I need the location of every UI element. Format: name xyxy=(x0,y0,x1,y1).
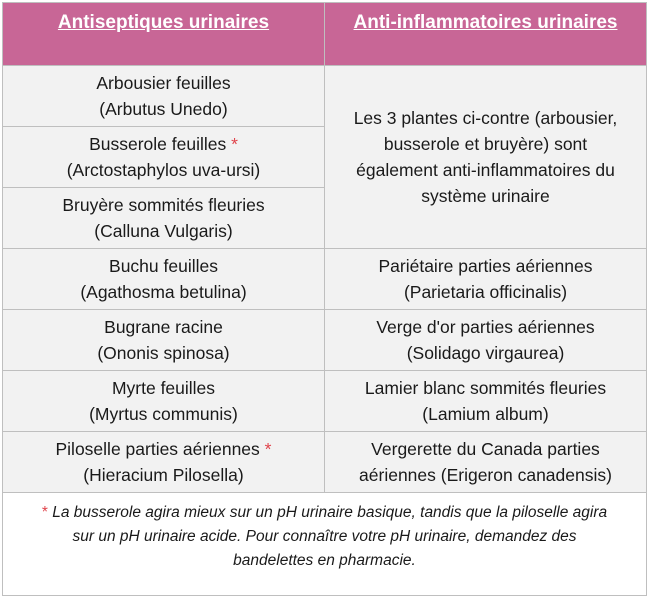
plant-name: Bugrane racine xyxy=(104,317,223,337)
merged-note-cell xyxy=(325,66,647,249)
plants-table xyxy=(2,2,647,596)
footnote-cell xyxy=(3,493,647,596)
plant-cell xyxy=(3,310,325,371)
anti-inflammatory-cell xyxy=(325,371,647,432)
plant-latin: aériennes (Erigeron canadensis) xyxy=(359,465,612,485)
header-antiseptiques: Antiseptiques urinaires xyxy=(3,3,325,66)
plant-latin: (Arbutus Unedo) xyxy=(99,99,228,119)
plant-latin: (Myrtus communis) xyxy=(89,404,238,424)
merged-note-line: busserole et bruyère) sont xyxy=(383,134,588,154)
plant-name: Vergerette du Canada parties xyxy=(371,439,600,459)
anti-inflammatory-cell xyxy=(325,432,647,493)
asterisk-marker: * xyxy=(264,439,272,459)
plant-latin: (Calluna Vulgaris) xyxy=(94,221,233,241)
plant-cell xyxy=(3,188,325,249)
plant-name: Bruyère sommités fleuries xyxy=(62,195,265,215)
plant-latin: (Lamium album) xyxy=(422,404,549,424)
asterisk-marker: * xyxy=(231,134,238,154)
merged-note-line: Les 3 plantes ci-contre (arbousier, xyxy=(353,108,618,128)
plant-cell xyxy=(3,432,325,493)
plant-cell xyxy=(3,66,325,127)
plant-latin: (Ononis spinosa) xyxy=(97,343,230,363)
plant-name: Arbousier feuilles xyxy=(96,73,231,93)
merged-note-line: système urinaire xyxy=(421,186,550,206)
anti-inflammatory-cell xyxy=(325,249,647,310)
plant-name: Buchu feuilles xyxy=(109,256,218,276)
plant-cell xyxy=(3,371,325,432)
plant-name: Verge d'or parties aériennes xyxy=(376,317,595,337)
plant-name: Pariétaire parties aériennes xyxy=(378,256,593,276)
plant-cell xyxy=(3,249,325,310)
footnote-text: La busserole agira mieux sur un pH urinaire basique, tandis que la piloselle agira xyxy=(52,504,608,521)
merged-note-line: également anti-inflammatoires du xyxy=(356,160,615,180)
header-anti-inflammatoires: Anti-inflammatoires urinaires xyxy=(325,3,647,66)
plant-name: Myrte feuilles xyxy=(111,378,216,398)
plant-name: Piloselle parties aériennes xyxy=(55,439,260,459)
plant-latin: (Solidago virgaurea) xyxy=(406,343,565,363)
plant-cell xyxy=(3,127,325,188)
header-row xyxy=(3,3,647,66)
asterisk-marker: * xyxy=(41,504,48,521)
table-row xyxy=(3,371,647,432)
plant-latin: (Agathosma betulina) xyxy=(80,282,247,302)
plant-name: Busserole feuilles xyxy=(89,134,227,154)
footnote-text: sur un pH urinaire acide. Pour connaître votre pH urinaire, demandez des xyxy=(72,528,577,545)
table-row xyxy=(3,310,647,371)
table-row xyxy=(3,66,647,127)
plant-latin: (Parietaria officinalis) xyxy=(403,282,568,302)
plant-latin: (Arctostaphylos uva-ursi) xyxy=(66,160,261,180)
footnote-text: bandelettes en pharmacie. xyxy=(233,552,416,569)
plant-name: Lamier blanc sommités fleuries xyxy=(364,378,607,398)
plant-latin: (Hieracium Pilosella) xyxy=(83,465,244,485)
table-row xyxy=(3,249,647,310)
table-row xyxy=(3,432,647,493)
anti-inflammatory-cell xyxy=(325,310,647,371)
footnote-row xyxy=(3,493,647,596)
